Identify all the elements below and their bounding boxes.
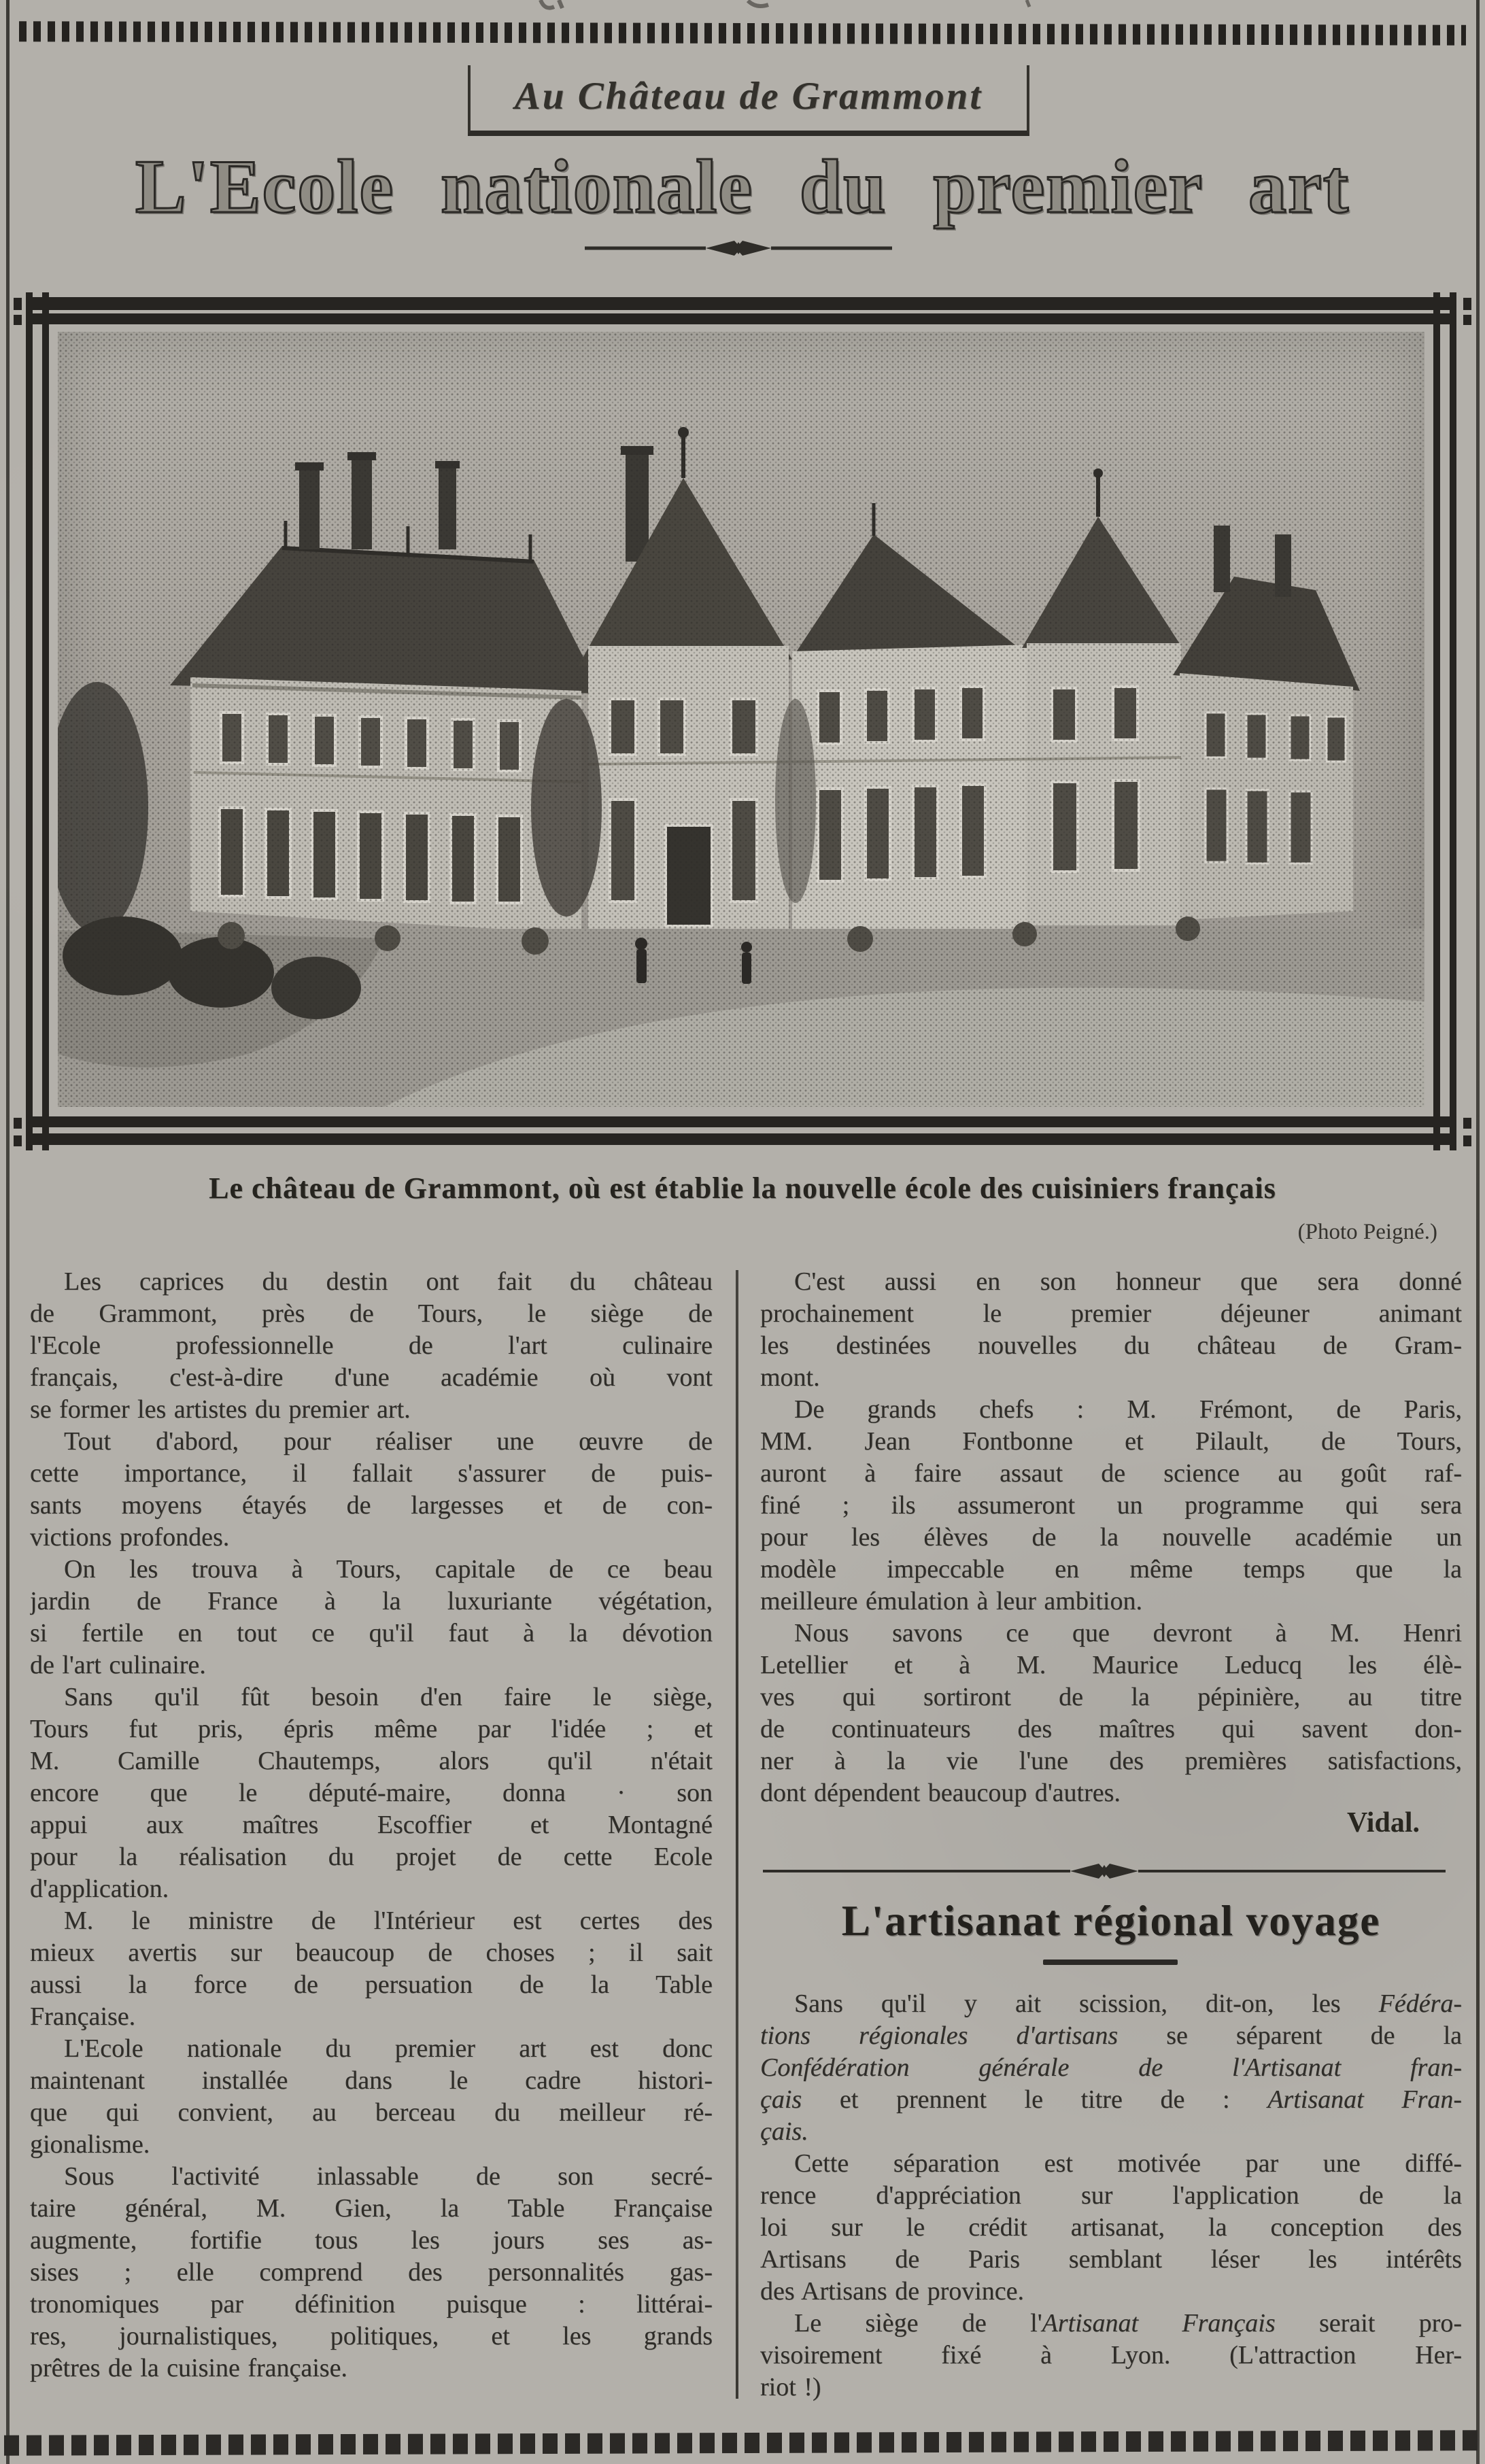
- article2-body: [760, 1988, 1462, 2403]
- text-line: On les trouva à Tours, capitale de ce beau: [64, 1555, 713, 1584]
- text-line: tions régionales d'artisans se séparent de la: [760, 2021, 1462, 2050]
- text-line: de continuateurs des maîtres qui savent don-: [760, 1715, 1462, 1743]
- text-line: cette importance, il fallait s'assurer de puis-: [30, 1459, 713, 1488]
- photo-credit: (Photo Peigné.): [1297, 1220, 1437, 1244]
- frame-corner-tick: [14, 298, 22, 310]
- text-line: ner à la vie l'une des premières satisfactions,: [760, 1747, 1462, 1775]
- text-line: sises ; elle comprend des personnalités gas-: [30, 2258, 713, 2287]
- frame-bar: [26, 313, 1456, 324]
- frame-corner-tick: [14, 1135, 22, 1146]
- headline-divider-ornament: [583, 238, 893, 257]
- column-divider-rule: [736, 1270, 738, 2399]
- text-line: tronomiques par définition puisque : littérai-: [30, 2290, 713, 2318]
- text-line: Artisans de Paris semblant léser les intérêts: [760, 2245, 1462, 2274]
- text-line: de Grammont, près de Tours, le siège de: [30, 1299, 713, 1328]
- text-line: se former les artistes du premier art.: [30, 1395, 411, 1424]
- chateau-illustration: [58, 332, 1424, 1107]
- text-line: auront à faire assaut de science au goût raf-: [760, 1459, 1462, 1488]
- text-line: prochainement le premier déjeuner animant: [760, 1299, 1462, 1328]
- text-line: Cette séparation est motivée par une diffé-: [794, 2149, 1462, 2178]
- photo-frame: [26, 292, 1456, 1150]
- text-line: maintenant installée dans le cadre histori-: [30, 2066, 713, 2095]
- text-line: d'application.: [30, 1875, 169, 1903]
- text-line: ves qui sortiront de la pépinière, au titre: [760, 1683, 1462, 1711]
- text-line: augmente, fortifie tous les jours ses as-: [30, 2226, 713, 2255]
- text-line: res, journalistiques, politiques, et les grands: [30, 2322, 713, 2350]
- left-column: [30, 1266, 713, 2384]
- chateau-photo: [58, 332, 1424, 1107]
- frame-corner-tick: [1463, 1118, 1471, 1129]
- frame-rail: [1433, 292, 1440, 1150]
- kicker-label: Au Château de Grammont: [514, 75, 983, 118]
- frame-rail: [1450, 292, 1456, 1150]
- text-line: Letellier et à M. Maurice Leducq les élè-: [760, 1651, 1462, 1679]
- text-line: De grands chefs : M. Frémont, de Paris,: [794, 1395, 1462, 1424]
- text-line: sants moyens étayés de largesses et de con-: [30, 1491, 713, 1520]
- text-line: Le siège de l'Artisanat Français serait pro-: [794, 2309, 1462, 2338]
- text-line: français, c'est-à-dire d'une académie où vont: [30, 1363, 713, 1392]
- text-line: Française.: [30, 2002, 136, 2031]
- article2-headline-rule: [1043, 1960, 1178, 1965]
- frame-rail: [42, 292, 49, 1150]
- text-line: Sans qu'il y ait scission, dit-on, les Fédéra-: [794, 1989, 1462, 2018]
- frame-corner-tick: [1463, 315, 1471, 325]
- text-line: visoirement fixé à Lyon. (L'attraction Her-: [760, 2341, 1462, 2369]
- section-divider-ornament: [763, 1862, 1446, 1879]
- frame-rail: [26, 292, 33, 1150]
- text-line: modèle impeccable en même temps que la: [760, 1555, 1462, 1584]
- text-line: prêtres de la cuisine française.: [30, 2354, 347, 2382]
- text-line: victions profondes.: [30, 1523, 230, 1552]
- text-line: Confédération générale de l'Artisanat fran-: [760, 2053, 1462, 2082]
- text-line: les destinées nouvelles du château de Gram-: [760, 1331, 1462, 1360]
- text-line: finé ; ils assumeront un programme qui sera: [760, 1491, 1462, 1520]
- text-line: mieux avertis sur beaucoup de choses ; il sait: [30, 1938, 713, 1967]
- text-line: Tout d'abord, pour réaliser une œuvre de: [64, 1427, 713, 1456]
- frame-corner-tick: [1463, 1135, 1471, 1146]
- text-line: meilleure émulation à leur ambition.: [760, 1587, 1142, 1615]
- text-line: M. le ministre de l'Intérieur est certes des: [64, 1906, 713, 1935]
- right-margin-rule: [1476, 0, 1480, 2464]
- text-line: aussi la force de persuation de la Table: [30, 1970, 713, 1999]
- text-line: encore que le député-maire, donna · son: [30, 1779, 713, 1807]
- article-signature: Vidal.: [1347, 1807, 1420, 1838]
- text-line: Nous savons ce que devront à M. Henri: [794, 1619, 1462, 1647]
- text-line: des Artisans de province.: [760, 2277, 1025, 2306]
- frame-corner-tick: [1463, 298, 1471, 310]
- top-dashed-border: [19, 21, 1466, 46]
- text-line: M. Camille Chautemps, alors qu'il n'était: [30, 1747, 713, 1775]
- text-line: pour la réalisation du projet de cette Ecole: [30, 1843, 713, 1871]
- text-line: dont dépendent beaucoup d'autres.: [760, 1779, 1121, 1807]
- frame-bar: [26, 297, 1456, 310]
- text-line: que qui convient, au berceau du meilleur ré-: [30, 2098, 713, 2127]
- text-line: pour les élèves de la nouvelle académie un: [760, 1523, 1462, 1552]
- left-margin-rule: [6, 0, 10, 2464]
- kicker-box: [468, 65, 1029, 136]
- text-line: loi sur le crédit artisanat, la conception des: [760, 2213, 1462, 2242]
- photo-caption: Le château de Grammont, où est établie la nouvelle école des cuisiniers français: [209, 1171, 1276, 1205]
- text-line: Sous l'activité inlassable de son secré-: [64, 2162, 713, 2191]
- text-line: Tours fut pris, épris même par l'idée ; et: [30, 1715, 713, 1743]
- text-line: Les caprices du destin ont fait du château: [64, 1267, 713, 1296]
- text-line: C'est aussi en son honneur que sera donné: [794, 1267, 1462, 1296]
- frame-corner-tick: [14, 315, 22, 325]
- text-line: jardin de France à la luxuriante végétation,: [30, 1587, 713, 1615]
- frame-bar: [26, 1133, 1456, 1145]
- frame-corner-tick: [14, 1118, 22, 1129]
- text-line: taire général, M. Gien, la Table Française: [30, 2194, 713, 2223]
- text-line: rence d'appréciation sur l'application de la: [760, 2181, 1462, 2210]
- text-line: çais et prennent le titre de : Artisanat Fran-: [760, 2085, 1462, 2114]
- right-column: [760, 1266, 1462, 1809]
- page-title: L'Ecole nationale du premier art: [135, 145, 1350, 229]
- text-line: si fertile en tout ce qu'il faut à la dévotion: [30, 1619, 713, 1647]
- text-line: mont.: [760, 1363, 820, 1392]
- text-line: l'Ecole professionnelle de l'art culinaire: [30, 1331, 713, 1360]
- text-line: çais.: [760, 2117, 808, 2146]
- text-line: MM. Jean Fontbonne et Pilault, de Tours,: [760, 1427, 1462, 1456]
- cut-off-text-artifact: [381, 0, 1061, 16]
- text-line: riot !): [760, 2373, 821, 2401]
- text-line: L'Ecole nationale du premier art est donc: [64, 2034, 713, 2063]
- text-line: gionalisme.: [30, 2130, 150, 2159]
- text-line: Sans qu'il fût besoin d'en faire le siège,: [64, 1683, 713, 1711]
- article2-headline: L'artisanat régional voyage: [841, 1897, 1381, 1945]
- text-line: de l'art culinaire.: [30, 1651, 206, 1679]
- bottom-dashed-border: [4, 2430, 1485, 2456]
- text-line: appui aux maîtres Escoffier et Montagné: [30, 1811, 713, 1839]
- frame-bar: [26, 1116, 1456, 1127]
